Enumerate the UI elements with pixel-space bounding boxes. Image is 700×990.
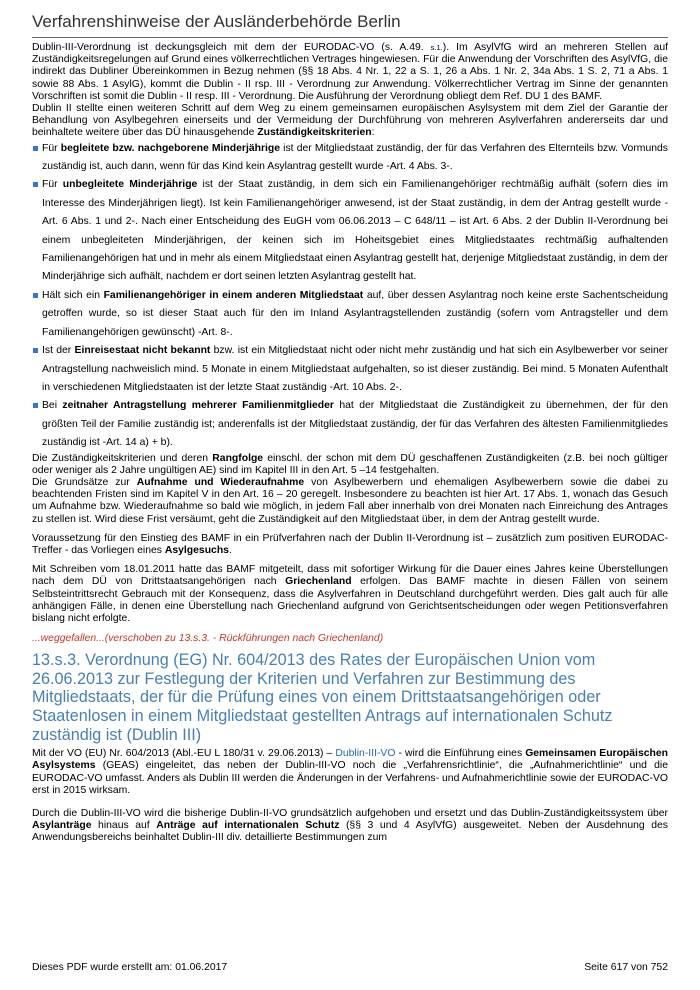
paragraph-dublin-ii: [32, 103, 668, 140]
paragraph-voraussetzung: [32, 533, 668, 557]
paragraph-dublin-iii-intro: [32, 748, 668, 797]
text: einschl. der schon mit dem DÜ geschaffenen Zuständigkeiten (z.B. bei noch gültiger oder weniger als 2 Jahre ungültigen AE) sind im Kapitel III in den Art. 5 –14 festgehalten.: [32, 452, 668, 476]
dublin-iii-vo-link[interactable]: Dublin-III-VO: [335, 748, 396, 760]
text: Voraussetzung für den Einstieg des BAMF in ein Prüfverfahren nach der Dublin II-Verordnung ist – zusätzlich zum positiven EURODAC-Treffer - das Vorliegen eines: [32, 532, 668, 556]
text: ist der Staat zuständig, in dem sich ein Familienangehöriger rechtmäßig aufhält (sofern dies im Interesse des Minderjährigen liegt). Ist kein Familienangehöriger anwesend, ist der Staat zuständig, in dem der Antrag gestellt wurde -Art. 6 Abs. 1 und 2-. Nach einer Entscheidung des EuGH vom 06.06.2013 – C 648/11 – ist Art. 6 Abs. 2 der Dublin II-Verordnung bei einem unbegleiteten Minderjährigen, der keinen sich im Hoheitsgebiet eines Mitgliedstaates rechtmäßig aufhaltenden Familienangehörigen hat und in mehr als einem Mitgliedstaat einen Asylantrag gestellt hat, derjenige Mitgliedstaat zuständig, in dem der Minderjährige sich aufhält, nachdem er dort seinen letzten Asylantrag gestellt hat.: [42, 179, 668, 283]
list-item: [32, 397, 668, 452]
text: von Asylbewerbern und ehemaligen Asylbewerbern sowie die dabei zu beachtenden Fristen sind im Kapitel V in den Art. 16 – 20 geregelt. Insbesondere zu beachten ist hier Art. 17 Abs. 1, wonach das Gesuch um Aufnahme bzw. Wiederaufnahme so bald wie möglich, in jedem Fall aber innerhalb von drei Monaten nach Einreichung des Antrages zu stellen ist. Wird diese Frist versäumt, geht die Zuständigkeit auf den Mitgliedstaat über, in dem der Antrag gestellt wurde.: [32, 476, 668, 525]
text: Durch die Dublin-III-VO wird die bisherige Dublin-II-VO grundsätzlich aufgehoben und ersetzt und das Dublin-Zuständigkeitssystem über: [32, 807, 668, 819]
text: .: [228, 544, 232, 556]
bold-text: Gemeinsamen Europäischen Asylsystems: [32, 748, 668, 772]
text: Mit der VO (EU) Nr. 604/2013 (Abl.-EU L 180/31 v. 29.06.2013) –: [32, 748, 336, 760]
text: Mit Schreiben vom 18.01.2011 hatte das BAMF mitgeteilt, dass mit sofortiger Wirkung für die Dauer eines Jahres keine Überstellungen nach dem DÜ von Drittstaatsangehörigen nach: [32, 564, 668, 588]
text: Hält sich ein: [42, 289, 104, 301]
reference-small: s.1.: [430, 43, 443, 52]
text: Ist der: [42, 345, 75, 357]
list-item: [32, 176, 668, 286]
text: Dublin II stellte einen weiteren Schritt auf dem Weg zu einem gemeinsamen europäischen Asylsystem mit dem Ziel der Garantie der Behandlung von Asylbegehren einerseits und der Vermeidung der Durchführung von mehreren Asylverfahren andererseits dar und beinhaltete weitere über das DÜ hinausgehende: [32, 103, 668, 139]
list-item: [32, 342, 668, 397]
bold-text: Zuständigkeitskriterien: [257, 127, 372, 139]
bold-text: Asylgesuchs: [164, 544, 229, 556]
section-heading: 13.s.3. Verordnung (EG) Nr. 604/2013 des Rates der Europäischen Union vom 26.06.2013 zur Festlegung der Kriterien und Verfahren zur Bestimmung des Mitgliedstaats, der für die Prüfung eines von einem Drittstaatsangehörigen oder Staatenlosen in einem Mitgliedstaat gestellten Antrags auf internationalen Schutz zuständig ist (Dublin III): [32, 651, 613, 744]
bold-text: unbegleitete Minderjährige: [62, 179, 198, 191]
bold-text: Griechenland: [285, 576, 352, 588]
text: Die Grundsätze zur: [32, 476, 137, 488]
list-item: [32, 287, 668, 342]
text: auf, über dessen Asylantrag noch keine erste Sachentscheidung getroffen wurde, so ist dieser Staat auch für den im Inland Asylantragstellenden zuständig (sofern vom Antragsteller und dem Familienangehörigen gewünscht) -Art. 8-.: [42, 289, 669, 338]
bold-text: zeitnaher Antragstellung mehrerer Familienmitglieder: [62, 400, 334, 412]
removed-note: ...weggefallen...(verschoben zu 13.s.3. - Rückführungen nach Griechenland): [32, 633, 384, 645]
text: Für: [42, 179, 63, 191]
text: ist der Mitgliedstaat zuständig, der für das Verfahren des Elternteils bzw. Vormunds zuständig ist, auch dann, wenn für das Kind kein Asylantrag gestellt wurde -Art. 4 Abs. 3-.: [42, 142, 668, 173]
paragraph-rangfolge: [32, 453, 668, 477]
bold-text: begleitete bzw. nachgeborene Minderjährige: [60, 142, 281, 154]
text: Die Zuständigkeitskriterien und deren: [32, 452, 213, 464]
bold-text: Asylanträge: [32, 820, 92, 832]
paragraph-aufnahme: [32, 477, 668, 526]
list-item: [32, 140, 668, 177]
footer-page-number: Seite 617 von 752: [584, 962, 668, 973]
paragraph-dublin-iii-scope: [32, 808, 668, 845]
document-page: [32, 8, 668, 845]
text: (GEAS) eingeleitet, das neben der Dublin-III-VO noch die „Verfahrensrichtlinie“, die „Aufnahmerichtlinie“ und die EURODAC-VO umfasst. Anders als Dublin III werden die Änderungen in der Verfahrens- und Aufnahmerichtlinie sowie der EURODAC-VO erst in 2015 wirksam.: [32, 760, 668, 796]
bold-text: Familienangehöriger in einem anderen Mitgliedstaat: [103, 289, 364, 301]
text: Dublin-III-Verordnung ist deckungsgleich mit dem der EURODAC-VO (s. A.49.: [32, 42, 424, 53]
bold-text: Anträge auf internationalen Schutz: [156, 820, 340, 832]
paragraph-griechenland: [32, 564, 668, 625]
text: Bei: [42, 400, 63, 412]
text: erfolgen. Das BAMF machte in diesen Fällen von seinem Selbsteintrittsrecht Gebrauch mit der Konsequenz, dass die Asylverfahren in Deutschland durchgeführt werden. Dies galt auch für alle anhängigen Fälle, in denen eine Überstellung nach Griechenland aufgrund von Gerichtsentscheidungen oder wegen Petitionsverfahren bislang nicht erfolgte.: [32, 576, 669, 624]
bold-text: Einreisestaat nicht bekannt: [74, 345, 211, 357]
criteria-list: [32, 140, 668, 453]
text: hinaus auf: [91, 820, 157, 832]
text: (§§ 3 und 4 AsylVfG) ausgeweitet. Neben der Ausdehnung des Anwendungsbereichs beinhaltet Dublin-III div. detaillierte Bestimmungen zum: [32, 820, 668, 844]
bold-text: Aufnahme und Wiederaufnahme: [136, 476, 305, 488]
bold-text: Rangfolge: [212, 452, 264, 464]
footer-created-date: Dieses PDF wurde erstellt am: 01.06.2017: [32, 962, 228, 973]
text: bzw. ist ein Mitgliedstaat nicht oder nicht mehr zuständig und hat sich ein Asylbewerber vor seiner Antragstellung nachweislich mind. 5 Monate in einem Mitgliedstaat aufgehalten, so ist dieser zuständig. Bei mind. 5 Monaten Aufenthalt in verschiedenen Mitgliedstaaten ist der letzte Staat zuständig -Art. 10 Abs. 2-.: [42, 345, 668, 393]
paragraph-dublin-eurodac: [32, 42, 668, 103]
page-header-title: Verfahrenshinweise der Ausländerbehörde Berlin: [32, 8, 668, 38]
text: ). Im AsylVfG wird an mehreren Stellen auf Zuständigkeitsregelungen auf Grund eines völkerrechtlichen Vertrages hingewiesen. Für die Anwendung der Vorschriften des AsylVfG, die indirekt das Dubliner Übereinkommen in Bezug nehmen (§§ 18 Abs. 4 Nr. 1, 22 a S. 1, 26 a Abs. 1 Nr. 2, 34a Abs. 1 S. 2, 71 a Abs. 1 sowie 88 Abs. 1 AsylG), kommt die Dublin - II rsp. III - Verordnung zur Anwendung. Völkerrechtlicher Vertrag im Sinne der genannten Vorschriften ist somit die Dublin - II resp. III - Verordnung. Die Ausführung der Verordnung obliegt dem Ref. DU 1 des BAMF.: [32, 42, 668, 102]
text: Für: [42, 142, 61, 154]
text: - wird die Einführung eines: [395, 748, 526, 760]
text: :: [371, 127, 375, 139]
text: hat der Mitgliedstaat die Zuständigkeit zu übernehmen, der für den größten Teil der Familie zuständig ist; anderenfalls ist der Mitgliedstaat zuständig, der für das Verfahren des ältesten Familienmitgliedes zuständig ist -Art. 14 a) + b).: [42, 400, 668, 449]
page-footer: [32, 962, 668, 973]
